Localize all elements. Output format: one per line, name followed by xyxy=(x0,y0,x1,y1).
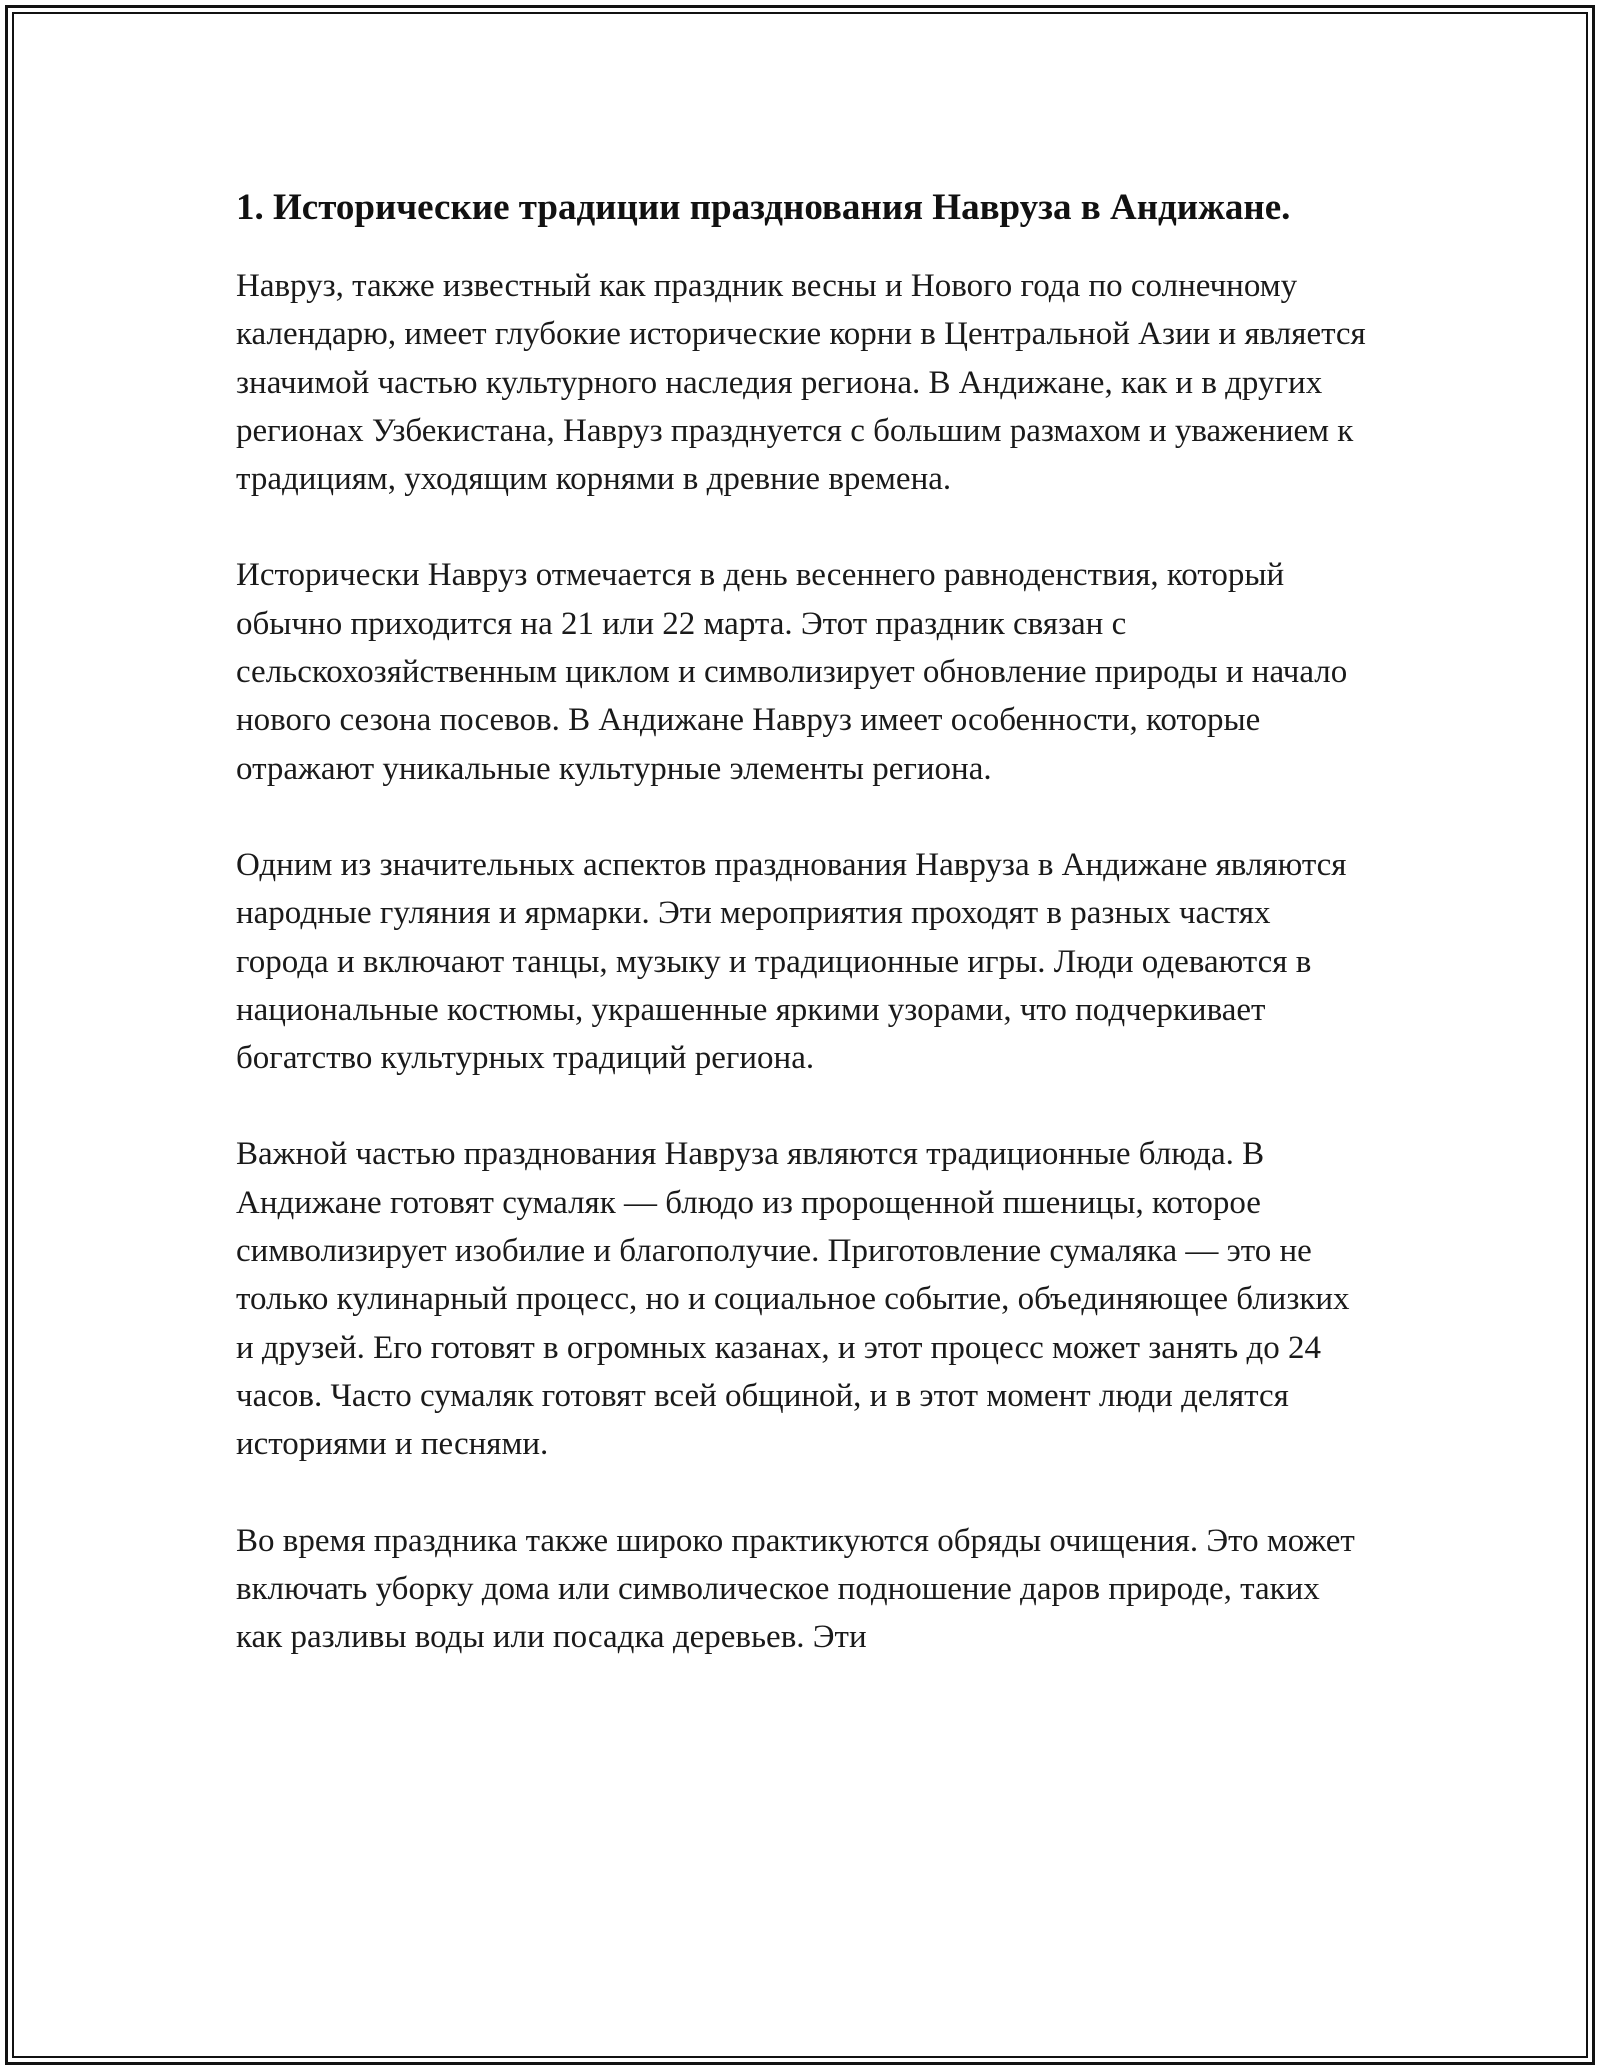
section-heading: 1. Исторические традиции празднования Навруза в Андижане. xyxy=(236,187,1291,228)
paragraph-5: Во время праздника также широко практикуются обряды очищения. Это может включать уборку дома или символическое подношение даров природе, таких как разливы воды или посадка деревьев. Эти xyxy=(236,1522,1355,1656)
document-body xyxy=(236,182,1366,1709)
paragraph-3: Одним из значительных аспектов празднования Навруза в Андижане являются народные гуляния и ярмарки. Эти мероприятия проходят в разных частях города и включают танцы, музыку и традиционные игры. Люди одеваются в национальные костюмы, украшенные яркими узорами, что подчеркивает богатство культурных традиций региона. xyxy=(236,846,1347,1077)
paragraph-1: Навруз, также известный как праздник весны и Нового года по солнечному календарю, имеет глубокие исторические корни в Центральной Азии и является значимой частью культурного наследия региона. В Андижане, как и в других регионах Узбекистана, Навруз празднуется с большим размахом и уважением к традициям, уходящим корнями в древние времена. xyxy=(236,268,1366,498)
paragraph-4: Важной частью празднования Навруза являются традиционные блюда. В Андижане готовят сумаляк — блюдо из пророщенной пшеницы, которое символизирует изобилие и благополучие. Приготовление сумаляка — это не только кулинарный процесс, но и социальное событие, объединяющее близких и друзей. Его готовят в огромных казанах, и этот процесс может занять до 24 часов. Часто сумаляк готовят всей общиной, и в этот момент люди делятся историями и песнями. xyxy=(236,1136,1350,1463)
paragraph-2: Исторически Навруз отмечается в день весеннего равноденствия, который обычно приходится на 21 или 22 марта. Этот праздник связан с сельскохозяйственным циклом и символизирует обновление природы и начало нового сезона посевов. В Андижане Навруз имеет особенности, которые отражают уникальные культурные элементы региона. xyxy=(236,557,1348,787)
